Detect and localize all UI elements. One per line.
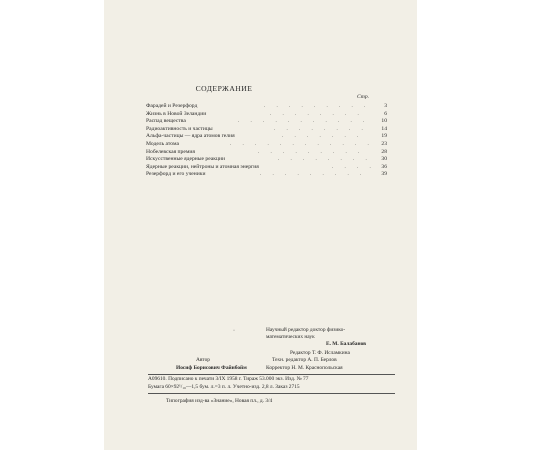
- toc-entry-title: Модель атома: [146, 140, 179, 147]
- toc-dot-leader: . . . . . . . . .: [264, 104, 371, 109]
- printer-line: Типография изд-ва «Знание», Новая пл., д. 3/4: [166, 398, 273, 404]
- toc-entry: [146, 111, 387, 119]
- toc-dot-leader: . . . . . . . . . . . .: [230, 141, 374, 147]
- toc-dot-leader: . . . . . . . . . . .: [238, 119, 370, 125]
- table-of-contents: [146, 103, 387, 179]
- toc-entry-title: Искусственные ядерные реакции: [146, 156, 225, 163]
- toc-title: СОДЕРЖАНИЕ: [195, 84, 253, 93]
- toc-entry-page: 14: [381, 125, 387, 132]
- toc-dot-leader: . . . . . . . .: [278, 157, 372, 163]
- author-name: Иосиф Борисович Файнбойм: [176, 365, 247, 371]
- imprint-rule-top: [148, 374, 395, 375]
- toc-entry-title: Нобелевская премия: [146, 148, 195, 155]
- toc-entry-page: 39: [381, 171, 387, 178]
- science-editor-name: Е. М. Балабанов: [326, 341, 367, 347]
- toc-dot-leader: . . . . . . . . .: [260, 172, 367, 178]
- toc-entry: [146, 156, 387, 164]
- toc-entry-title: Резерфорд и его ученики: [146, 171, 206, 178]
- toc-entry-title: Фарадей и Резерфорд: [146, 103, 198, 109]
- publication-line-2: Бумага 60×92¹/₁₆—1,5 бум. л.=3 п. л. Учетно-изд. 2,8 л. Заказ 2715: [148, 384, 300, 390]
- toc-entry-page: 19: [381, 133, 387, 140]
- tech-editor-line: Техн. редактор А. П. Берлов: [272, 357, 337, 363]
- editor-line: Редактор Т. Ф. Исламкина: [290, 350, 350, 356]
- toc-entry: [146, 141, 387, 149]
- publication-line-1: А09610. Подписано к печати 3/IX 1958 г. Тираж 53.000 экз. Изд. № 77: [148, 376, 309, 382]
- toc-entry-page: 3: [384, 103, 387, 109]
- toc-dot-leader: . . . .: [332, 164, 376, 170]
- print-mark: ·: [233, 328, 235, 334]
- toc-entry-page: 28: [381, 148, 387, 155]
- toc-page-header: Стр.: [357, 94, 370, 100]
- toc-entry: [146, 103, 387, 111]
- toc-entry-title: Жизнь в Новой Зеландии: [146, 110, 207, 117]
- author-label: Автор: [196, 357, 210, 363]
- toc-entry-title: Распад вещества: [146, 118, 186, 125]
- toc-dot-leader: . . . . . . . .: [274, 126, 368, 132]
- toc-entry-page: 10: [381, 118, 387, 125]
- toc-entry-page: 6: [384, 110, 387, 117]
- toc-dot-leader: . . . . . . .: [282, 134, 364, 140]
- toc-entry-title: Ядерные реакции, нейтроны и атомная энергия: [146, 163, 259, 170]
- toc-entry: [146, 118, 387, 126]
- toc-entry-title: Радиоактивность и частицы: [146, 125, 213, 132]
- corrector-line: Корректор Н. М. Краснопольская: [266, 365, 343, 371]
- toc-dot-leader: . . . . . . . . .: [258, 149, 365, 155]
- toc-entry-title: Альфа-частицы — ядра атомов гелия: [146, 133, 235, 140]
- toc-entry: [146, 149, 387, 157]
- toc-entry-page: 30: [381, 156, 387, 163]
- toc-entry-page: 36: [381, 163, 387, 170]
- toc-dot-leader: . . . . . . . .: [270, 111, 364, 117]
- imprint-rule-bottom: [148, 393, 395, 394]
- science-editor-title-2: математических наук: [266, 334, 315, 340]
- toc-entry: [146, 171, 387, 179]
- toc-entry: [146, 133, 387, 141]
- toc-entry-page: 23: [381, 140, 387, 147]
- science-editor-title-1: Научный редактор доктор физико-: [266, 327, 346, 333]
